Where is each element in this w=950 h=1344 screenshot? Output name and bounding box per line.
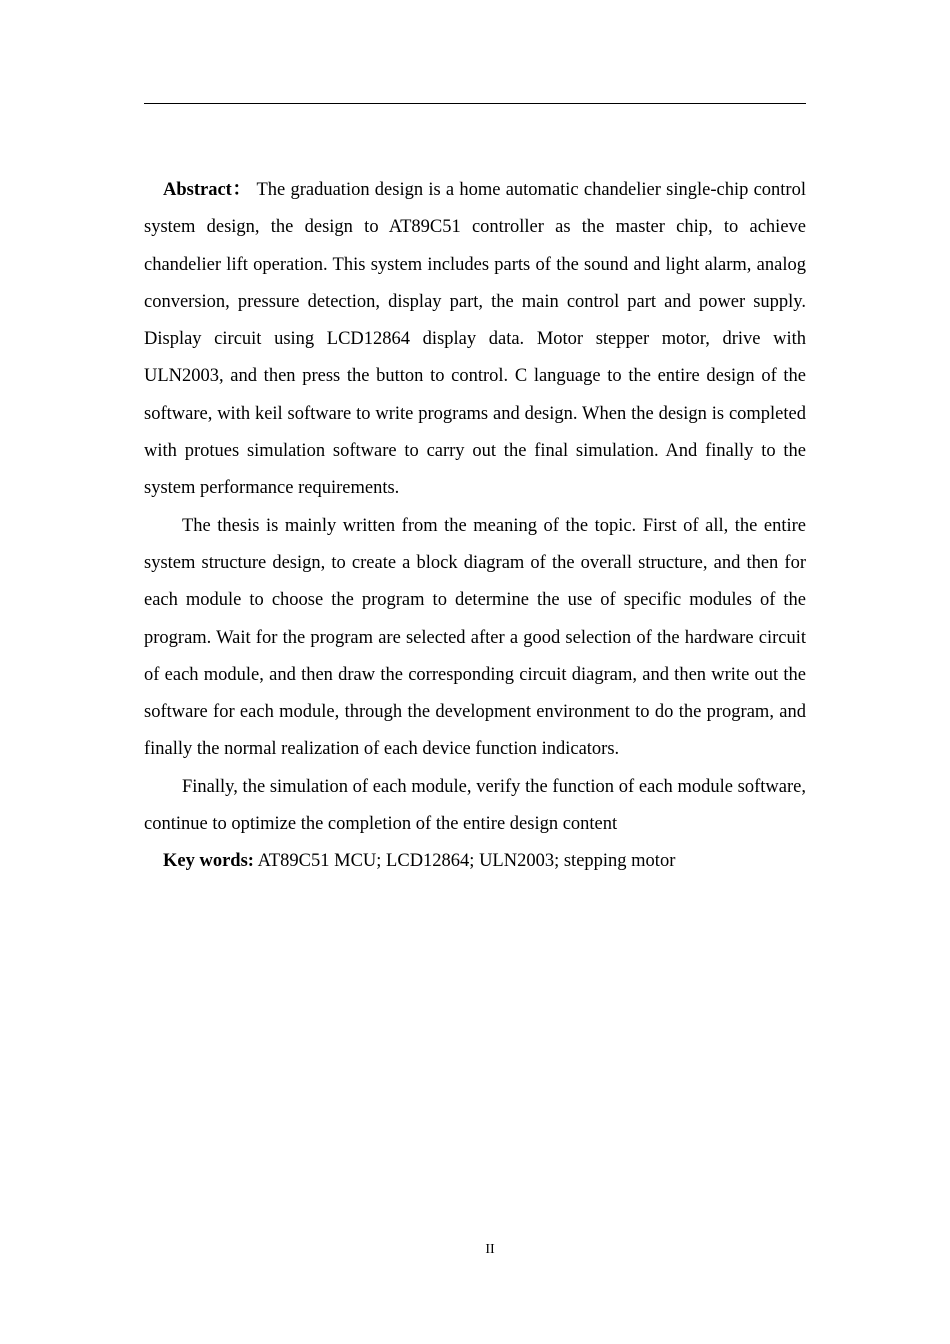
abstract-paragraph-3: Finally, the simulation of each module, verify the function of each module software, continue to optimize the completion of the entire design content bbox=[144, 776, 806, 835]
header-rule bbox=[144, 103, 806, 104]
abstract-label: Abstract： bbox=[163, 180, 252, 200]
abstract-paragraph-1 bbox=[144, 172, 806, 508]
keywords-line bbox=[144, 843, 806, 880]
abstract-paragraph-1-text: The graduation design is a home automatic chandelier single-chip control system design, the design to AT89C51 controller as the master chip, to achieve chandelier lift operation. This system includes parts of the sound and light alarm, analog conversion, pressure detection, display part, the main control part and power supply. Display circuit using LCD12864 display data. Motor stepper motor, drive with ULN2003, and then press the button to control. C language to the entire design of the software, with keil software to write programs and design. When the design is completed with protues simulation software to carry out the final simulation. And finally to the system performance requirements. bbox=[144, 180, 806, 499]
page-number: II bbox=[485, 1242, 495, 1257]
keywords-text: AT89C51 MCU; LCD12864; ULN2003; stepping motor bbox=[257, 851, 676, 872]
keywords-label: Key words: bbox=[163, 851, 254, 872]
abstract-paragraph-2: The thesis is mainly written from the meaning of the topic. First of all, the entire system structure design, to create a block diagram of the overall structure, and then for each module to choose the program to determine the use of specific modules of the program. Wait for the program are selected after a good selection of the hardware circuit of each module, and then draw the corresponding circuit diagram, and then write out the software for each module, through the development environment to do the program, and finally the normal realization of each device function indicators. bbox=[144, 515, 806, 760]
abstract-section bbox=[144, 172, 806, 881]
